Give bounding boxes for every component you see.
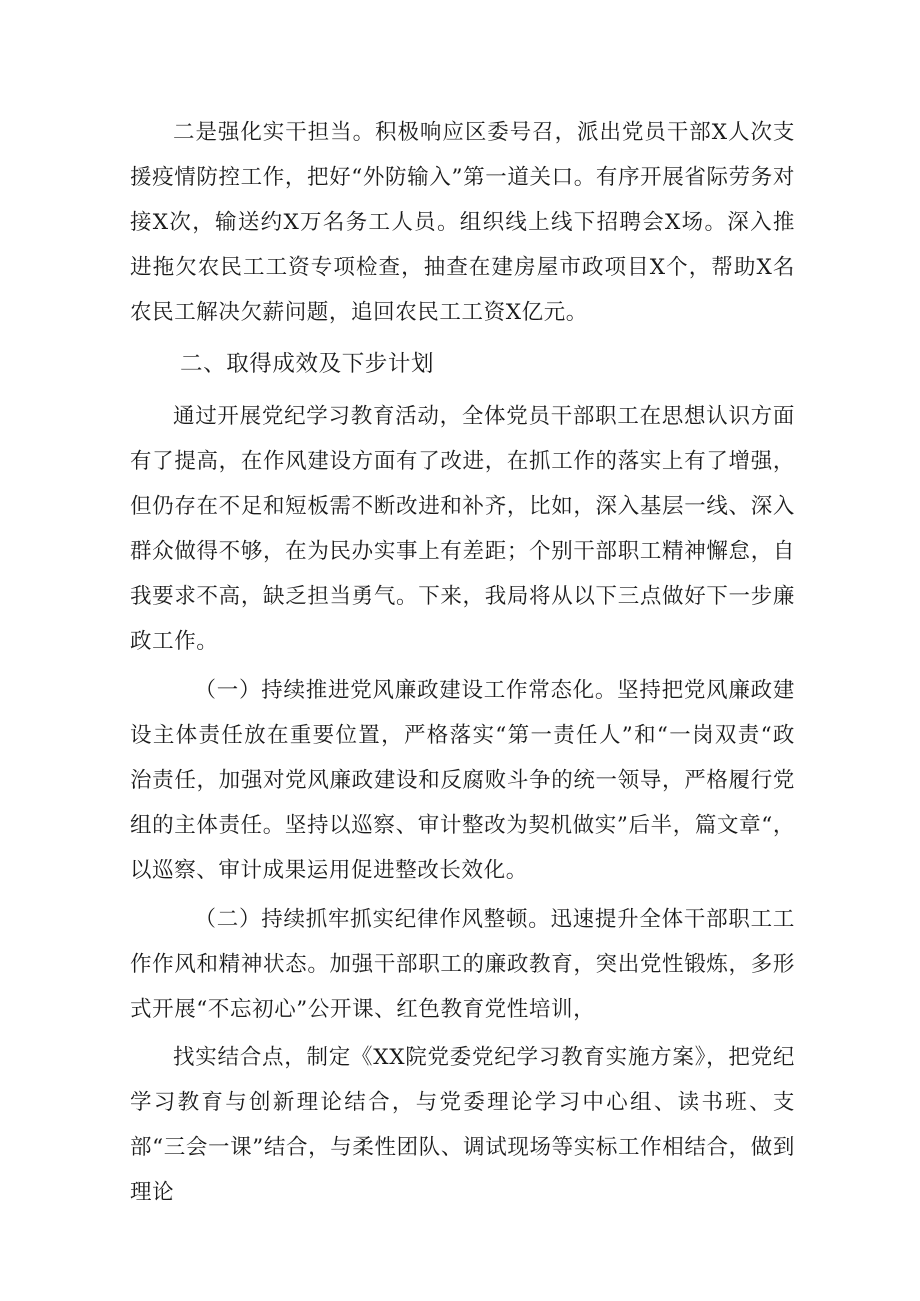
paragraph-strengthen-action: 二是强化实干担当。积极响应区委号召，派出党员干部X人次支援疫情防控工作，把好“外防输入”第一道关口。有序开展省际劳务对接X次，输送约X万名务工人员。组织线上线下招聘会X场。深入推进拖欠农民工工资专项检查，抽查在建房屋市政项目X个，帮助X名农民工解决欠薪问题，追回农民工工资X亿元。 — [130, 120, 795, 325]
paragraph-results-summary: 通过开展党纪学习教育活动，全体党员干部职工在思想认识方面有了提高，在作风建设方面有了改进，在抓工作的落实上有了增强，但仍存在不足和短板需不断改进和补齐，比如，深入基层一线、深入群众做得不够，在为民办实事上有差距；个别干部职工精神懈怠，自我要求不高，缺乏担当勇气。下来，我局将从以下三点做好下一步廉政工作。 — [130, 404, 795, 654]
paragraph-plan-one: （一）持续推进党风廉政建设工作常态化。坚持把党风廉政建设主体责任放在重要位置，严格落实“第一责任人”和“一岗双责“政治责任，加强对党风廉政建设和反腐败斗争的统一领导，严格履行党组的主体责任。坚持以巡察、审计整改为契机做实”后半，篇文章“，以巡察、审计成果运用促进整改长效化。 — [130, 678, 795, 883]
paragraph-plan-two: （二）持续抓牢抓实纪律作风整顿。迅速提升全体干部职工工作作风和精神状态。加强干部职工的廉政教育，突出党性锻炼，多形式开展“不忘初心”公开课、红色教育党性培训， — [130, 907, 795, 1022]
section-heading: 二、取得成效及下步计划 — [180, 351, 435, 377]
paragraph-integration: 找实结合点，制定《XX院党委党纪学习教育实施方案》，把党纪学习教育与创新理论结合，与党委理论学习中心组、读书班、支部“三会一课”结合，与柔性团队、调试现场等实标工作相结合，做到理论 — [130, 1045, 795, 1205]
